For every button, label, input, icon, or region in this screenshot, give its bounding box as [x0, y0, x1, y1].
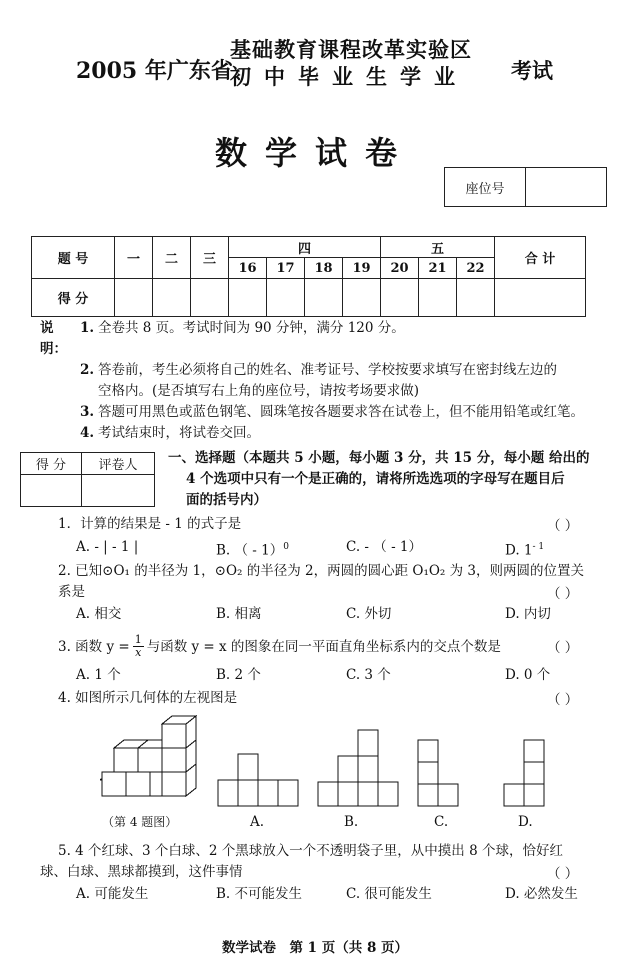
grader-name-label: 评卷人 — [82, 453, 155, 475]
q1-option-c: C. - （ - 1） — [346, 539, 423, 555]
instructions-label: 说明： — [40, 320, 67, 357]
question-4-stem: 4. 如图所示几何体的左视图是 — [58, 690, 238, 706]
q4-option-c: C. — [434, 814, 449, 830]
score-cell[interactable] — [457, 279, 495, 317]
header-year-province: 2005 年广东省 — [76, 58, 233, 84]
q2-option-b: B. 相离 — [216, 606, 262, 622]
grader-score-field[interactable] — [21, 475, 82, 507]
page-footer: 数学试卷 第 1 页（共 8 页） — [221, 940, 409, 956]
instruction-item: 2. 答卷前，考生必须将自己的姓名、准考证号、学校按要求填写在密封线左边的 — [80, 362, 557, 378]
answer-bracket[interactable]: （ ） — [547, 866, 579, 882]
q2-option-a: A. 相交 — [76, 606, 122, 622]
header-exam: 考试 — [511, 58, 553, 83]
score-cell[interactable] — [153, 279, 191, 317]
answer-bracket[interactable]: （ ） — [547, 518, 579, 534]
q2-option-c: C. 外切 — [346, 606, 392, 622]
score-header-q17: 17 — [267, 258, 305, 279]
score-cell[interactable] — [229, 279, 267, 317]
q4-view-d — [502, 738, 548, 808]
score-header-section-1: 一 — [115, 237, 153, 279]
score-header-q21: 21 — [419, 258, 457, 279]
question-5-stem: 5. 4 个红球、3 个白球、2 个黑球放入一个不透明袋子里，从中摸出 8 个球，恰好红 — [58, 843, 563, 859]
cube-stack-figure — [100, 712, 200, 808]
seat-number-box — [444, 167, 607, 207]
instruction-item-continued: 空格内。(是否填写右上角的座位号，请按考场要求做) — [98, 383, 420, 399]
answer-bracket[interactable]: （ ） — [547, 692, 579, 708]
grader-score-label: 得 分 — [21, 453, 82, 475]
q1-option-d: D. $1^{- 1}$ — [505, 542, 545, 559]
score-header-q16: 16 — [229, 258, 267, 279]
q4-view-a — [216, 752, 300, 808]
q4-figure-caption: （第 4 题图） — [102, 815, 178, 829]
instruction-item: 4. 考试结束时，将试卷交回。 — [80, 425, 260, 441]
q4-option-b: B. — [344, 814, 359, 830]
score-cell[interactable] — [267, 279, 305, 317]
instruction-item: 3. 答题可用黑色或蓝色钢笔、圆珠笔按各题要求答在试卷上，但不能用铅笔或红笔。 — [80, 404, 584, 420]
score-header-section-3: 三 — [191, 237, 229, 279]
instructions — [40, 318, 600, 444]
score-header-group-5: 五 — [381, 237, 495, 258]
score-header-tihao: 题 号 — [32, 237, 115, 279]
question-1-stem: 1．计算的结果是 - 1 的式子是 — [58, 516, 242, 532]
header-line-1: 基础教育课程改革实验区 — [230, 37, 472, 62]
page-title: 数学试卷 — [214, 134, 415, 172]
q5-option-a: A. 可能发生 — [76, 886, 149, 902]
question-5-stem-cont: 球、白球、黑球都摸到，这件事情 — [40, 864, 243, 880]
score-cell[interactable] — [115, 279, 153, 317]
score-cell[interactable] — [191, 279, 229, 317]
score-header-q19: 19 — [343, 258, 381, 279]
instruction-item: 说明： 1. 全卷共 8 页。考试时间为 90 分钟，满分 120 分。 — [40, 318, 600, 360]
q3-option-a: A. 1 个 — [76, 667, 121, 683]
score-cell[interactable] — [419, 279, 457, 317]
score-header-q22: 22 — [457, 258, 495, 279]
score-header-group-4: 四 — [229, 237, 381, 258]
score-header-total: 合 计 — [495, 237, 586, 279]
q1-option-a: A. - | - 1 | — [76, 539, 139, 555]
q3-option-c: C. 3 个 — [346, 667, 391, 683]
seat-number-field[interactable] — [526, 168, 607, 207]
score-cell[interactable] — [381, 279, 419, 317]
question-2-stem-cont: 系是 — [58, 584, 85, 600]
question-3-stem: 3. 函数 y = $\frac{1}{x}$ 与函数 y = x 的图象在同一平面直角坐标系内的交点个数是 — [58, 633, 501, 659]
q3-option-d: D. 0 个 — [505, 667, 551, 683]
header-line-2: 初中毕业生学业 — [230, 64, 468, 89]
q3-option-b: B. 2 个 — [216, 667, 261, 683]
answer-bracket[interactable]: （ ） — [547, 640, 579, 656]
q4-option-d: D. — [518, 814, 533, 830]
fraction: $\frac{1}{x}$ — [134, 633, 142, 659]
answer-bracket[interactable]: （ ） — [547, 586, 579, 602]
q4-option-a: A. — [250, 814, 265, 830]
score-row-label: 得 分 — [32, 279, 115, 317]
q1-option-b: B. （ - 1）$^0$ — [216, 542, 289, 559]
q5-option-b: B. 不可能发生 — [216, 886, 303, 902]
score-cell[interactable] — [305, 279, 343, 317]
q4-view-c — [416, 738, 462, 808]
seat-number-label: 座位号 — [445, 168, 526, 207]
q5-option-d: D. 必然发生 — [505, 886, 578, 902]
q2-option-d: D. 内切 — [505, 606, 551, 622]
score-header-section-2: 二 — [153, 237, 191, 279]
score-cell-total[interactable] — [495, 279, 586, 317]
score-header-q20: 20 — [381, 258, 419, 279]
section-1-heading: 一、选择题（本题共 5 小题，每小题 3 分，共 15 分，每小题 给出的 4 个选项中只有一个是正确的，请将所选选项的字母写在题目后 面的括号内） — [168, 450, 590, 508]
q5-option-c: C. 很可能发生 — [346, 886, 432, 902]
score-header-q18: 18 — [305, 258, 343, 279]
question-2-stem: 2. 已知⊙O₁ 的半径为 1，⊙O₂ 的半径为 2，两圆的圆心距 O₁O₂ 为 3，则两圆的位置关 — [58, 563, 585, 579]
score-cell[interactable] — [343, 279, 381, 317]
header-program — [230, 36, 515, 90]
grader-box — [20, 452, 155, 507]
score-table — [31, 236, 586, 317]
q4-view-b — [316, 728, 400, 808]
grader-name-field[interactable] — [82, 475, 155, 507]
